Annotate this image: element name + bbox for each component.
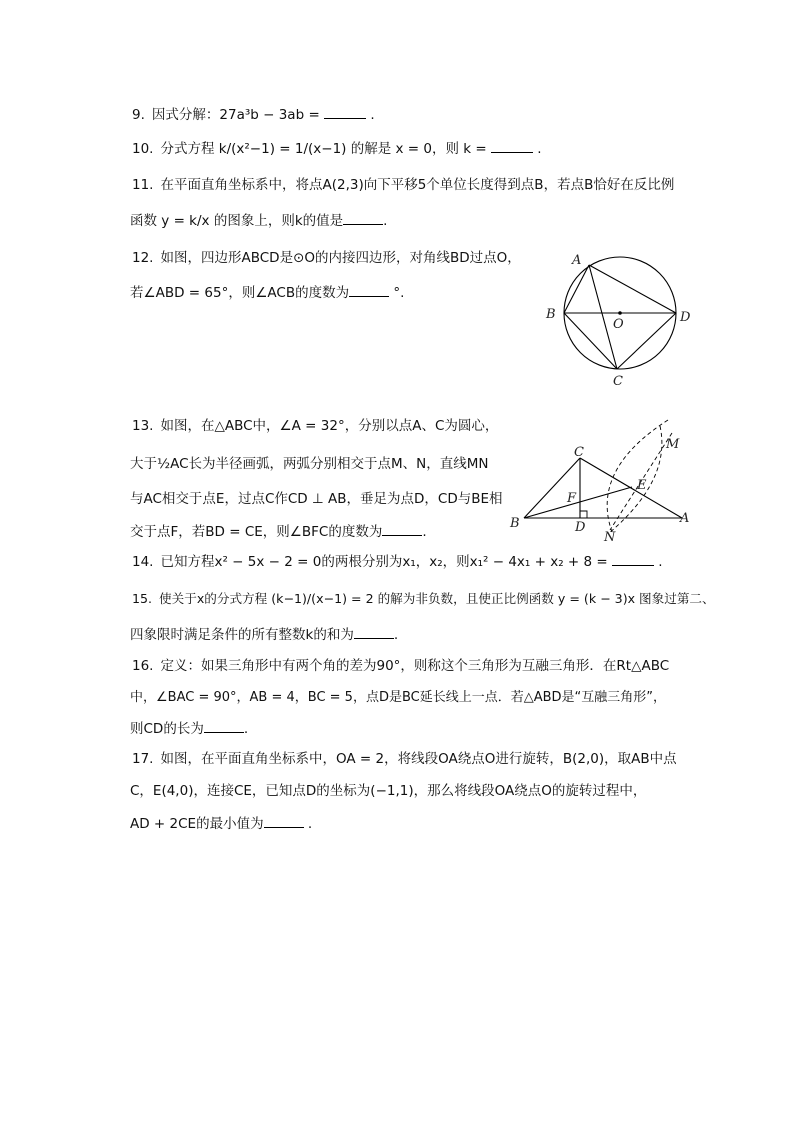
question-13-line3 [130, 489, 503, 509]
question-text: 因式分解：27a³b − 3ab = [151, 107, 320, 123]
question-number: 13. [132, 418, 154, 434]
segment-bc [524, 458, 580, 518]
question-tail: . [654, 554, 663, 570]
question-text: 如图，四边形ABCD是⊙O的内接四边形，对角线BD过点O， [160, 250, 521, 266]
question-16-line3 [130, 718, 248, 739]
answer-blank[interactable] [264, 813, 304, 828]
question-text: 分式方程 k/(x²−1) = 1/(x−1) 的解是 x = 0，则 k = [160, 141, 487, 157]
label-b: B [546, 307, 556, 322]
label-d: D [680, 310, 691, 325]
question-15-line1 [132, 589, 715, 609]
label-d: D [575, 520, 586, 535]
segment-dc [617, 313, 676, 369]
question-text: 与AC相交于点E，过点C作CD ⊥ AB，垂足为点D，CD与BE相 [130, 491, 503, 507]
label-c: C [574, 445, 584, 460]
question-number: 10. [132, 141, 154, 157]
answer-blank[interactable] [612, 551, 654, 566]
question-text: 使关于x的分式方程 (k−1)/(x−1) = 2 的解为非负数，且使正比例函数 y = (k − 3)x 图象过第二、 [159, 591, 715, 606]
question-tail: . [533, 141, 542, 157]
question-tail: °. [389, 285, 405, 301]
question-12-line1 [132, 248, 521, 268]
label-a: A [680, 511, 690, 526]
question-tail: . [366, 107, 375, 123]
question-number: 15. [132, 591, 153, 606]
question-number: 16. [132, 658, 154, 674]
question-13-line2 [130, 454, 489, 474]
question-17-line2 [130, 781, 646, 801]
segment-ca [580, 458, 682, 518]
label-m: M [666, 437, 680, 452]
question-16-line1 [132, 656, 669, 676]
answer-blank[interactable] [343, 210, 383, 225]
label-c: C [613, 374, 623, 389]
question-number: 12. [132, 250, 154, 266]
answer-blank[interactable] [491, 138, 533, 153]
question-text: 中，∠BAC = 90°，AB = 4，BC = 5，点D是BC延长线上一点．若△ABD是“互融三角形”， [130, 690, 667, 705]
question-text: 四象限时满足条件的所有整数k的和为 [130, 627, 354, 643]
question-number: 17. [132, 751, 154, 767]
question-13-line4 [130, 521, 427, 542]
question-text: 则CD的长为 [130, 721, 204, 737]
question-text: C，E(4,0)，连接CE，已知点D的坐标为(−1,1)，那么将线段OA绕点O的旋转过程中， [130, 783, 647, 799]
question-text: AD + 2CE的最小值为 [130, 816, 264, 832]
label-e: E [637, 478, 647, 493]
label-o: O [613, 317, 624, 332]
question-10 [132, 138, 542, 159]
answer-blank[interactable] [204, 718, 244, 733]
arc-from-a [607, 420, 668, 532]
question-text: 已知方程x² − 5x − 2 = 0的两根分别为x₁，x₂，则x₁² − 4x₁ + x₂ + 8 = [160, 554, 608, 570]
question-number: 14. [132, 554, 154, 570]
question-15-line2 [130, 624, 398, 645]
answer-blank[interactable] [324, 104, 366, 119]
answer-blank[interactable] [349, 282, 389, 297]
question-9 [132, 104, 375, 125]
right-angle-mark [580, 511, 587, 518]
question-tail: . [243, 721, 249, 737]
question-text: 函数 y = k/x 的图象上，则k的值是 [130, 213, 344, 229]
question-17-line1 [132, 749, 677, 769]
question-text: 如图，在△ABC中，∠A = 32°，分别以点A、C为圆心， [160, 418, 499, 434]
question-14 [132, 551, 663, 572]
question-16-line2 [130, 688, 666, 708]
question-11-line2 [130, 210, 387, 231]
question-number: 11. [132, 177, 154, 193]
segment-ad [589, 265, 676, 313]
figure-12-circle-diagram [540, 248, 700, 388]
figure-13-triangle-diagram [508, 418, 698, 544]
question-text: 在平面直角坐标系中，将点A(2,3)向下平移5个单位长度得到点B，若点B恰好在反比例 [160, 177, 675, 193]
label-b: B [510, 516, 520, 531]
question-tail: . [383, 213, 388, 229]
question-text: 如图，在平面直角坐标系中，OA = 2，将线段OA绕点O进行旋转，B(2,0)，取AB中点 [160, 751, 677, 767]
question-tail: . [303, 816, 313, 832]
question-11-line1 [132, 175, 674, 195]
question-number: 9. [132, 107, 145, 123]
label-f: F [567, 491, 577, 506]
label-n: N [604, 530, 616, 545]
question-17-line3 [130, 813, 312, 834]
question-tail: . [393, 627, 399, 643]
answer-blank[interactable] [354, 624, 394, 639]
center-dot [618, 311, 622, 315]
question-13-line1 [132, 416, 498, 436]
answer-blank[interactable] [382, 521, 422, 536]
segment-ab [564, 265, 589, 313]
question-text: 大于½AC长为半径画弧，两弧分别相交于点M、N，直线MN [130, 456, 489, 472]
question-tail: . [422, 524, 427, 540]
segment-be [524, 487, 632, 518]
question-12-line2 [130, 282, 404, 303]
question-text: 交于点F，若BD = CE，则∠BFC的度数为 [130, 524, 383, 540]
question-text: 定义：如果三角形中有两个角的差为90°，则称这个三角形为互融三角形．在Rt△ABC [160, 658, 670, 674]
question-text: 若∠ABD = 65°，则∠ACB的度数为 [130, 285, 350, 301]
label-a: A [572, 253, 582, 268]
